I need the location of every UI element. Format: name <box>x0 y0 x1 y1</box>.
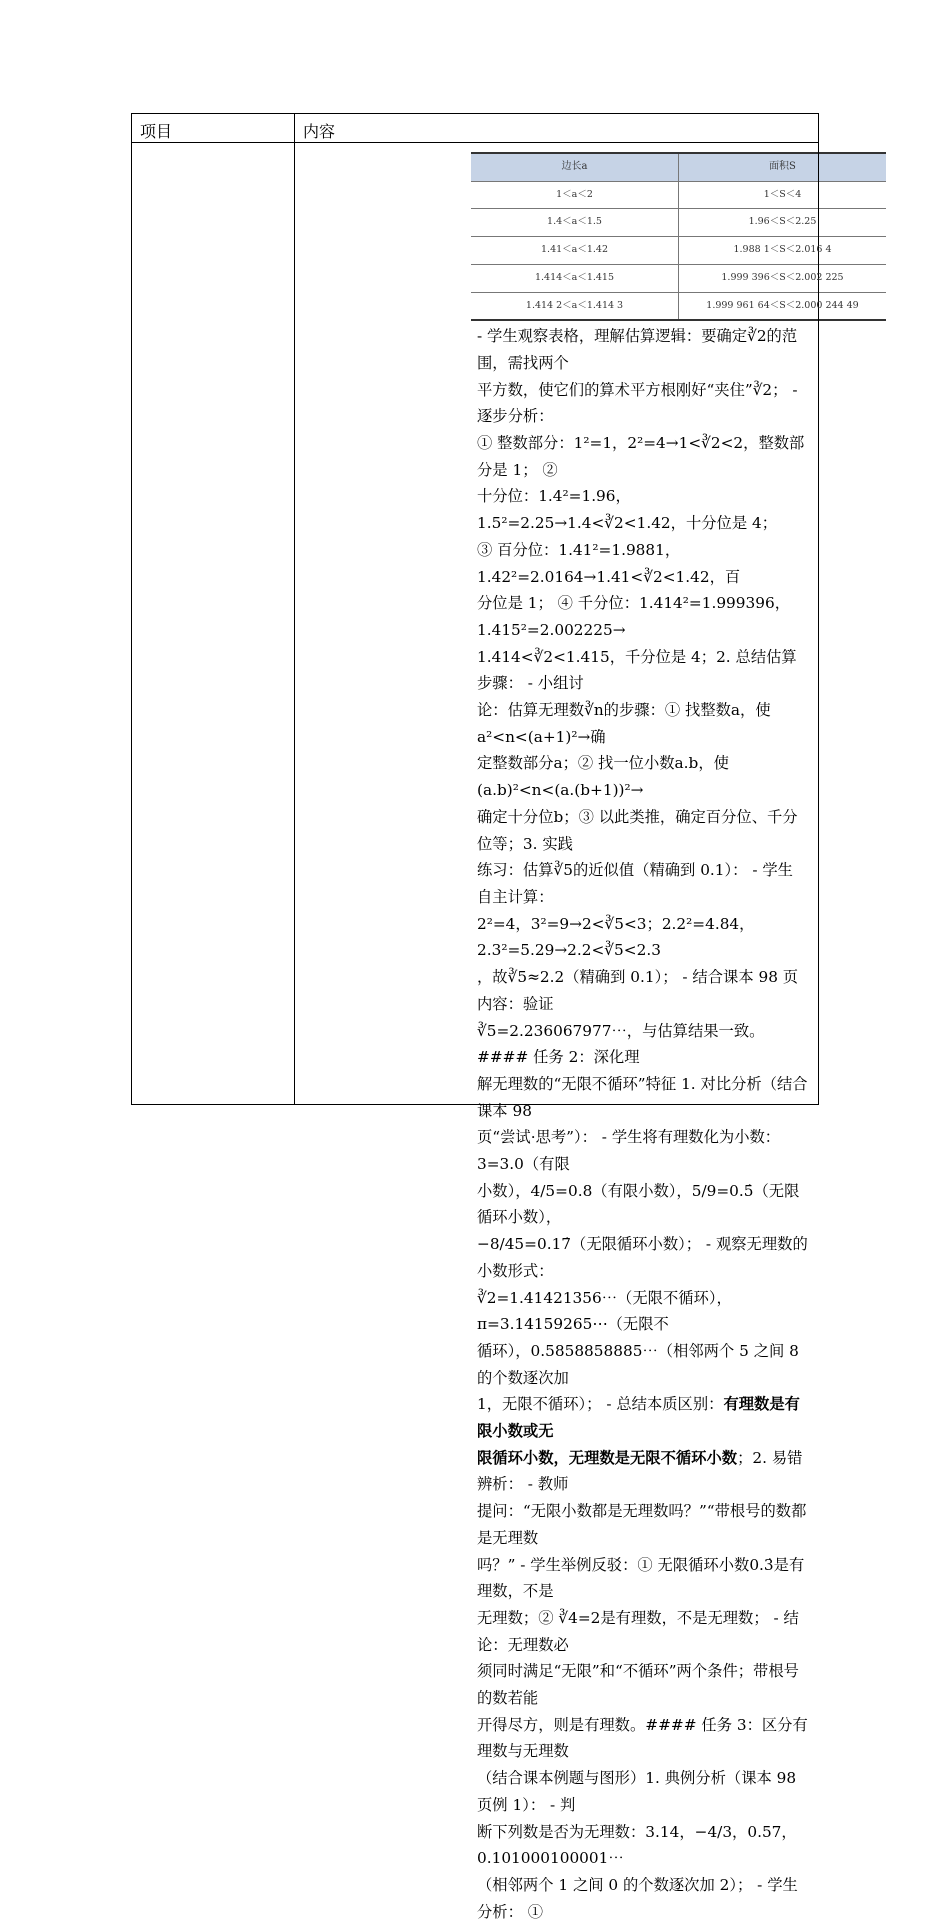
cell-side: 1.41＜a＜1.42 <box>471 237 679 265</box>
cell-side: 1.414 2＜a＜1.414 3 <box>471 292 679 320</box>
cell-area: 1.999 961 64＜S＜2.000 244 49 <box>679 292 887 320</box>
bold-text: 有理数是有限小数或无 <box>477 1395 800 1441</box>
text-line: ∛5=2.236067977⋯，与估算结果一致。#### 任务 2：深化理 <box>477 1021 765 1067</box>
cell-area: 1.988 1＜S＜2.016 4 <box>679 237 887 265</box>
text-line: ① 整数部分：1²=1，2²=4→1<∛2<2，整数部分是 1； ② <box>477 434 805 479</box>
cell-side: 1.4＜a＜1.5 <box>471 209 679 237</box>
cell-side: 1.414＜a＜1.415 <box>471 264 679 292</box>
table-row <box>471 181 886 209</box>
text-line: 断下列数是否为无理数：3.14，−4/3，0.57，0.101000100001⋯ <box>477 1822 797 1868</box>
cell-area: 1.96＜S＜2.25 <box>679 209 887 237</box>
item-cell <box>132 143 295 1105</box>
table-row <box>471 264 886 292</box>
text-line: 平方数，使它们的算术平方根刚好“夹住”∛2； - 逐步分析： <box>477 380 798 426</box>
text-line: 论：估算无理数∛n的步骤：① 找整数a，使a²<n<(a+1)²→确 <box>477 701 771 746</box>
table-body-row <box>132 143 819 1105</box>
col-header-area: 面积S <box>679 153 887 181</box>
text-line: 1.414<∛2<1.415，千分位是 4；2. 总结估算步骤： - 小组讨 <box>477 647 797 693</box>
estimation-table-image <box>301 152 859 321</box>
bold-text: 限循环小数，无理数是无限不循环小数 <box>477 1448 738 1467</box>
text-line: 循环），0.5858858885⋯（相邻两个 5 之间 8 的个数逐次加 <box>477 1341 799 1387</box>
text-line <box>477 1445 808 1498</box>
text-line: 小数），4/5=0.8（有限小数），5/9=0.5̇（无限循环小数）， <box>477 1181 800 1227</box>
header-cell-item: 项目 <box>132 114 295 143</box>
text-line: 确定十分位b；③ 以此类推，确定百分位、千分位等；3. 实践 <box>477 807 798 853</box>
cell-area: 1.999 396＜S＜2.002 225 <box>679 264 887 292</box>
cell-side: 1＜a＜2 <box>471 181 679 209</box>
text-line: 开得尽方，则是有理数。#### 任务 3：区分有理数与无理数 <box>477 1715 808 1761</box>
table-row <box>471 209 886 237</box>
text-line: 十分位：1.4²=1.96，1.5²=2.25→1.4<∛2<1.42，十分位是 4； <box>477 487 778 533</box>
text-line: 吗？” - 学生举例反驳：① 无限循环小数0.3̇是有理数，不是 <box>477 1555 805 1601</box>
table-header-row <box>132 114 819 143</box>
text-line: 解无理数的“无限不循环”特征 1. 对比分析（结合课本 98 <box>477 1074 808 1120</box>
text-line: ③ 百分位：1.41²=1.9881，1.42²=2.0164→1.41<∛2<1.42，百 <box>477 540 741 586</box>
text-line: 无理数；② ∛4=2是有理数，不是无理数； - 结论：无理数必 <box>477 1608 799 1654</box>
text-line: 须同时满足“无限”和“不循环”两个条件；带根号的数若能 <box>477 1662 799 1708</box>
text-span: ；2. 易错辨析： - 教师 <box>477 1448 803 1494</box>
estimation-table <box>471 152 886 321</box>
text-line: 2²=4，3²=9→2<∛5<3；2.2²=4.84，2.3²=5.29→2.2<∛5<2.3 <box>477 914 755 960</box>
text-line: - 学生观察表格，理解估算逻辑：要确定∛2的范围，需找两个 <box>477 327 798 372</box>
text-line: ，故∛5≈2.2（精确到 0.1）； - 结合课本 98 页内容：验证 <box>477 968 799 1013</box>
content-paragraph <box>477 323 808 1925</box>
text-line: （结合课本例题与图形）1. 典例分析（课本 98 页例 1）： - 判 <box>477 1769 797 1814</box>
text-line: ∛2=1.41421356⋯（无限不循环），π=3.14159265⋯（无限不 <box>477 1288 732 1334</box>
text-line: 练习：估算∛5的近似值（精确到 0.1）： - 学生自主计算： <box>477 861 793 906</box>
text-line: 页“尝试·思考”）： - 学生将有理数化为小数：3=3.0（有限 <box>477 1128 781 1174</box>
table-row <box>471 237 886 265</box>
col-header-side: 边长a <box>471 153 679 181</box>
text-line: （相邻两个 1 之间 0 的个数逐次加 2）； - 学生分析： ① <box>477 1876 798 1921</box>
header-cell-content: 内容 <box>295 114 819 143</box>
estimation-table-header <box>471 153 886 181</box>
text-line <box>477 1391 808 1444</box>
text-line: 提问：“无限小数都是无理数吗？”“带根号的数都是无理数 <box>477 1502 807 1547</box>
cell-area: 1＜S＜4 <box>679 181 887 209</box>
table-row <box>471 292 886 320</box>
text-line: 分位是 1； ④ 千分位：1.414²=1.999396，1.415²=2.002225→ <box>477 594 791 639</box>
text-line: −8/45=0.17̇（无限循环小数）； - 观察无理数的小数形式： <box>477 1235 808 1280</box>
text-line: 定整数部分a；② 找一位小数a.b，使(a.b)²<n<(a.(b+1))²→ <box>477 754 729 800</box>
content-body <box>295 143 859 1921</box>
content-cell <box>295 143 859 1921</box>
lesson-table <box>131 113 859 1921</box>
text-span: 1，无限不循环）； - 总结本质区别： <box>477 1395 724 1414</box>
